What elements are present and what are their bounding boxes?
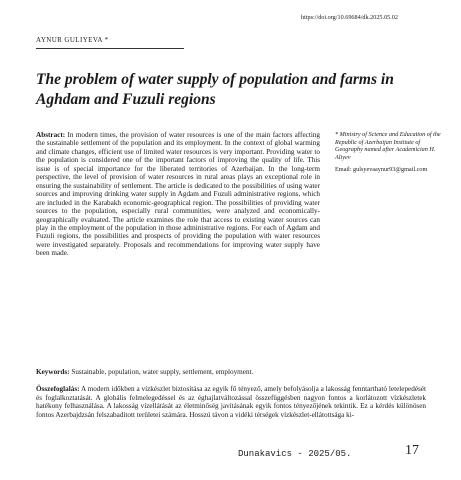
keywords-label: Keywords:: [36, 368, 70, 376]
keywords-text: Sustainable, population, water supply, settlement, employment.: [71, 368, 254, 376]
author-affiliation: * Ministry of Science and Education of the Republic of Azerbaijan Institute of Geography named after Academician H. Aliyev: [335, 131, 441, 161]
journal-footer: Dunakavics - 2025/05.: [238, 449, 352, 459]
abstract-paragraph: [36, 131, 320, 258]
doi-link[interactable]: https://doi.org/10.69684/dk.2025.05.02: [301, 14, 398, 21]
keywords-paragraph: [36, 368, 320, 376]
page-number: 17: [405, 443, 419, 458]
summary-text: A modern időkben a vízkészlet biztosítása az egyik fő tényező, amely befolyásolja a lakosság fenntartható letelepedését és foglalkoztatását. A globális felmelegedéssel és az éghajlatváltozással összefüggésben nagyon fontos a korlátozott vízkészletek hatékony felhasználása. A lakosság vízellátását az életminőség javításának egyik fontos tényezőjének tekintik. Ez a kérdés különösen fontos Azerbajdzsán felszabadított területei számára. Hosszú távon a vidéki térségek vízkészlet-ellátottsága ki-: [36, 385, 426, 419]
abstract-label: Abstract:: [36, 131, 66, 139]
author-divider: [36, 48, 184, 49]
summary-paragraph: [36, 385, 426, 419]
author-name: AYNUR GULIYEVA *: [36, 36, 109, 44]
abstract-text: In modern times, the provision of water resources is one of the main factors affecting the sustainable settlement of the population and its employment. In the context of global warming and climate changes, efficient use of limited water resources is very important. Providing water to the population is considered one of the important factors of improving the quality of life. This issue is of special importance for the liberated territories of Azerbaijan. In the long-term perspective, the level of provision of water resources in rural areas plays an exceptional role in ensuring the sustainability of settlement. The article is dedicated to the possibilities of using water sources and improving drinking water supply in Agdam and Fuzuli administrative regions, which are included in the Karabakh economic-geographical region. The possibilities of providing water sources to the population, especially rural communities, were analyzed and economically-geographically evaluated. The article examines the role that access to existing water sources can play in the employment of the population in those administrative regions. For each of Agdam and Fuzuli regions, the possibilities and prospects of providing the population with water resources were investigated separately. Proposals and recommendations for improving water supply have been made.: [36, 131, 321, 258]
author-email[interactable]: Email: gulsyevaaynur93@gmail.com: [335, 166, 428, 173]
article-title: The problem of water supply of population and farms in Aghdam and Fuzuli regions: [36, 71, 394, 108]
summary-label: Összefoglalás:: [36, 385, 80, 393]
